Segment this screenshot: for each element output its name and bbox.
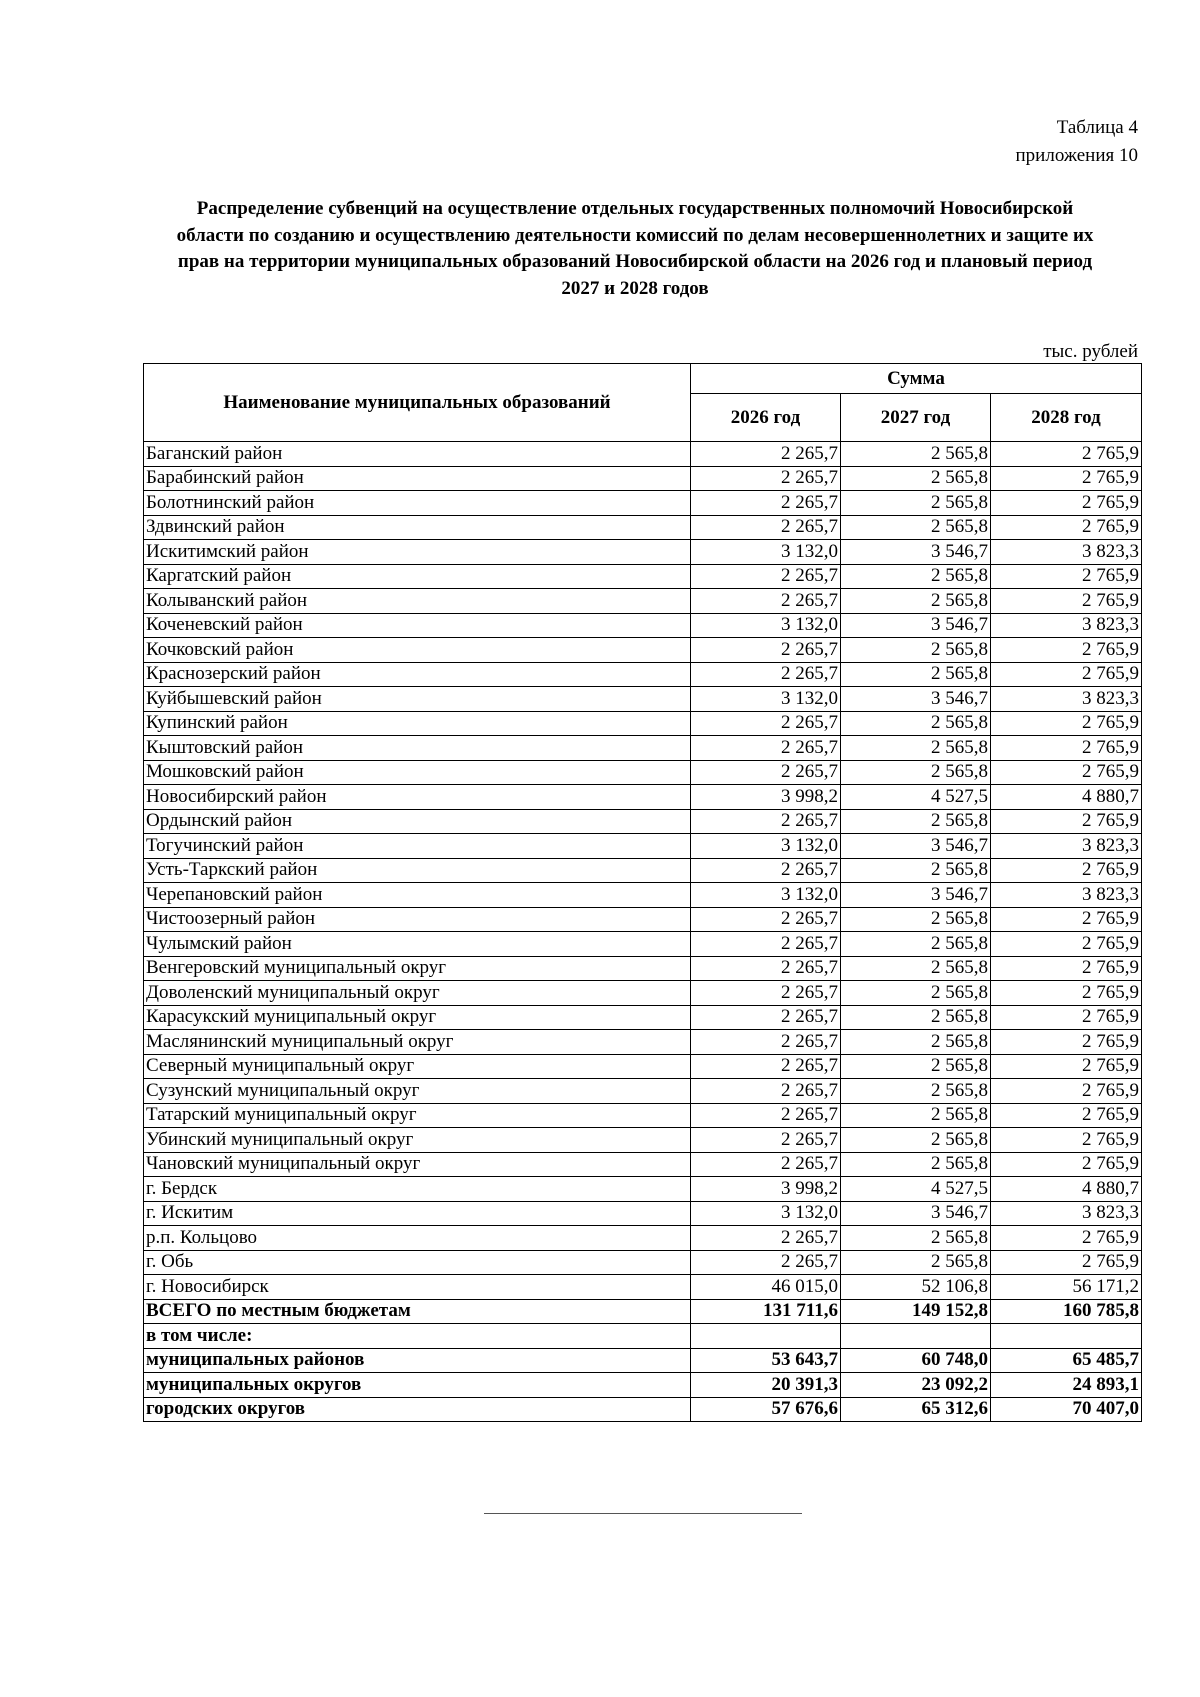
- value-2028: 3 823,3: [991, 1201, 1142, 1226]
- value-2026: 53 643,7: [691, 1348, 841, 1373]
- value-2026: 2 265,7: [691, 858, 841, 883]
- value-2028: 3 823,3: [991, 834, 1142, 859]
- value-2028: 2 765,9: [991, 638, 1142, 663]
- value-2026: 2 265,7: [691, 466, 841, 491]
- value-2028: 2 765,9: [991, 491, 1142, 516]
- row-name: Карасукский муниципальный округ: [144, 1005, 691, 1030]
- value-2026: 2 265,7: [691, 711, 841, 736]
- value-2027: 2 565,8: [841, 711, 991, 736]
- table-body: [144, 442, 1142, 1422]
- table-row: [144, 1054, 1142, 1079]
- value-2028: 4 880,7: [991, 1177, 1142, 1202]
- value-2027: [841, 1324, 991, 1349]
- table-row: [144, 442, 1142, 467]
- table-number: Таблица 4: [1056, 117, 1138, 138]
- table-row: [144, 564, 1142, 589]
- value-2027: 2 565,8: [841, 1030, 991, 1055]
- value-2028: 2 765,9: [991, 1030, 1142, 1055]
- value-2027: 3 546,7: [841, 834, 991, 859]
- table-row: [144, 1275, 1142, 1300]
- col-year-2028: 2028 год: [991, 394, 1142, 442]
- table-row: [144, 1128, 1142, 1153]
- value-2026: 2 265,7: [691, 662, 841, 687]
- table-header: [144, 364, 1142, 442]
- table-row: [144, 515, 1142, 540]
- value-2028: 2 765,9: [991, 662, 1142, 687]
- value-2028: 3 823,3: [991, 883, 1142, 908]
- table-row: [144, 981, 1142, 1006]
- unit-label: тыс. рублей: [1043, 341, 1138, 362]
- row-name: г. Новосибирск: [144, 1275, 691, 1300]
- row-name: Колыванский район: [144, 589, 691, 614]
- value-2028: 2 765,9: [991, 1152, 1142, 1177]
- value-2026: 131 711,6: [691, 1299, 841, 1324]
- value-2028: 2 765,9: [991, 1103, 1142, 1128]
- value-2027: 2 565,8: [841, 564, 991, 589]
- value-2028: 2 765,9: [991, 981, 1142, 1006]
- row-name: Маслянинский муниципальный округ: [144, 1030, 691, 1055]
- table-row: [144, 1226, 1142, 1251]
- table-row: [144, 589, 1142, 614]
- row-name: Чулымский район: [144, 932, 691, 957]
- table-row: [144, 1373, 1142, 1398]
- value-2028: 2 765,9: [991, 564, 1142, 589]
- value-2027: 2 565,8: [841, 515, 991, 540]
- value-2028: 2 765,9: [991, 1250, 1142, 1275]
- value-2027: 2 565,8: [841, 809, 991, 834]
- value-2028: 56 171,2: [991, 1275, 1142, 1300]
- col-sum-header: Сумма: [691, 364, 1142, 394]
- row-name: Новосибирский район: [144, 785, 691, 810]
- value-2026: 46 015,0: [691, 1275, 841, 1300]
- value-2028: 65 485,7: [991, 1348, 1142, 1373]
- value-2026: 2 265,7: [691, 442, 841, 467]
- value-2028: 2 765,9: [991, 760, 1142, 785]
- value-2027: 2 565,8: [841, 956, 991, 981]
- value-2028: 2 765,9: [991, 956, 1142, 981]
- table-row: [144, 956, 1142, 981]
- table-row: [144, 1152, 1142, 1177]
- value-2028: 160 785,8: [991, 1299, 1142, 1324]
- row-name: Каргатский район: [144, 564, 691, 589]
- row-name: Коченевский район: [144, 613, 691, 638]
- value-2026: 3 132,0: [691, 687, 841, 712]
- row-name: Чановский муниципальный округ: [144, 1152, 691, 1177]
- value-2027: 2 565,8: [841, 1250, 991, 1275]
- table-row: [144, 540, 1142, 565]
- row-name: Барабинский район: [144, 466, 691, 491]
- table-row: [144, 662, 1142, 687]
- value-2027: 2 565,8: [841, 736, 991, 761]
- value-2027: 52 106,8: [841, 1275, 991, 1300]
- value-2026: 2 265,7: [691, 907, 841, 932]
- table-row: [144, 785, 1142, 810]
- value-2028: 2 765,9: [991, 711, 1142, 736]
- table-row: [144, 1324, 1142, 1349]
- value-2026: 2 265,7: [691, 515, 841, 540]
- row-name: Кыштовский район: [144, 736, 691, 761]
- table-row: [144, 858, 1142, 883]
- value-2026: 2 265,7: [691, 1079, 841, 1104]
- document-title: [140, 196, 1130, 302]
- table-row: [144, 1397, 1142, 1422]
- value-2026: 2 265,7: [691, 1250, 841, 1275]
- value-2026: 20 391,3: [691, 1373, 841, 1398]
- value-2026: 2 265,7: [691, 1152, 841, 1177]
- title-line: области по созданию и осуществлению деятельности комиссий по делам несовершеннолетних и защите их: [176, 224, 1094, 246]
- row-name: Черепановский район: [144, 883, 691, 908]
- value-2027: 3 546,7: [841, 1201, 991, 1226]
- col-year-2026: 2026 год: [691, 394, 841, 442]
- table-row: [144, 491, 1142, 516]
- value-2027: 3 546,7: [841, 613, 991, 638]
- value-2027: 3 546,7: [841, 883, 991, 908]
- value-2026: 3 998,2: [691, 1177, 841, 1202]
- table-row: [144, 760, 1142, 785]
- table-row: [144, 1177, 1142, 1202]
- value-2026: 57 676,6: [691, 1397, 841, 1422]
- row-name: Северный муниципальный округ: [144, 1054, 691, 1079]
- value-2026: 3 132,0: [691, 834, 841, 859]
- value-2027: 2 565,8: [841, 858, 991, 883]
- table-row: [144, 687, 1142, 712]
- value-2027: 2 565,8: [841, 1103, 991, 1128]
- row-name: Купинский район: [144, 711, 691, 736]
- row-name: Сузунский муниципальный округ: [144, 1079, 691, 1104]
- value-2028: 2 765,9: [991, 1005, 1142, 1030]
- row-name: Искитимский район: [144, 540, 691, 565]
- value-2027: 2 565,8: [841, 1128, 991, 1153]
- table-row: [144, 613, 1142, 638]
- row-name: Мошковский район: [144, 760, 691, 785]
- row-name: Тогучинский район: [144, 834, 691, 859]
- value-2027: 60 748,0: [841, 1348, 991, 1373]
- value-2027: 2 565,8: [841, 466, 991, 491]
- value-2028: 2 765,9: [991, 932, 1142, 957]
- value-2027: 2 565,8: [841, 589, 991, 614]
- title-line: Распределение субвенций на осуществление отдельных государственных полномочий Новосибирской: [196, 198, 1074, 219]
- table-row: [144, 809, 1142, 834]
- value-2027: 4 527,5: [841, 1177, 991, 1202]
- col-name-header: Наименование муниципальных образований: [144, 364, 691, 442]
- row-name: в том числе:: [144, 1324, 691, 1349]
- value-2028: 24 893,1: [991, 1373, 1142, 1398]
- table-row: [144, 1299, 1142, 1324]
- value-2026: 2 265,7: [691, 564, 841, 589]
- value-2026: 3 132,0: [691, 883, 841, 908]
- value-2028: 2 765,9: [991, 1128, 1142, 1153]
- table-row: [144, 1005, 1142, 1030]
- row-name: Куйбышевский район: [144, 687, 691, 712]
- value-2028: 2 765,9: [991, 907, 1142, 932]
- row-name: Баганский район: [144, 442, 691, 467]
- row-name: Ордынский район: [144, 809, 691, 834]
- value-2028: 70 407,0: [991, 1397, 1142, 1422]
- value-2026: 3 998,2: [691, 785, 841, 810]
- value-2027: 2 565,8: [841, 442, 991, 467]
- title-line: 2027 и 2028 годов: [561, 277, 709, 299]
- value-2026: 2 265,7: [691, 932, 841, 957]
- table-row: [144, 1348, 1142, 1373]
- value-2028: 3 823,3: [991, 687, 1142, 712]
- value-2028: 2 765,9: [991, 1226, 1142, 1251]
- value-2026: 3 132,0: [691, 613, 841, 638]
- table-row: [144, 834, 1142, 859]
- value-2028: 2 765,9: [991, 442, 1142, 467]
- row-name: Усть-Таркский район: [144, 858, 691, 883]
- row-name: Болотнинский район: [144, 491, 691, 516]
- row-name: Убинский муниципальный округ: [144, 1128, 691, 1153]
- value-2028: 2 765,9: [991, 515, 1142, 540]
- value-2028: 2 765,9: [991, 736, 1142, 761]
- table-row: [144, 883, 1142, 908]
- value-2026: 2 265,7: [691, 736, 841, 761]
- value-2027: 2 565,8: [841, 491, 991, 516]
- value-2026: 2 265,7: [691, 589, 841, 614]
- row-name: Чистоозерный район: [144, 907, 691, 932]
- value-2026: 2 265,7: [691, 1054, 841, 1079]
- value-2027: 2 565,8: [841, 638, 991, 663]
- row-name: Венгеровский муниципальный округ: [144, 956, 691, 981]
- footer-separator: [484, 1513, 802, 1514]
- table-row: [144, 907, 1142, 932]
- row-name: Татарский муниципальный округ: [144, 1103, 691, 1128]
- value-2028: 3 823,3: [991, 613, 1142, 638]
- value-2027: 2 565,8: [841, 760, 991, 785]
- row-name: Здвинский район: [144, 515, 691, 540]
- value-2028: 2 765,9: [991, 1054, 1142, 1079]
- value-2027: 23 092,2: [841, 1373, 991, 1398]
- table-row: [144, 1030, 1142, 1055]
- value-2027: 149 152,8: [841, 1299, 991, 1324]
- table-row: [144, 1103, 1142, 1128]
- value-2026: 3 132,0: [691, 1201, 841, 1226]
- appendix-label: приложения 10: [1015, 145, 1138, 166]
- table-row: [144, 1079, 1142, 1104]
- value-2027: 2 565,8: [841, 1079, 991, 1104]
- row-name: муниципальных районов: [144, 1348, 691, 1373]
- value-2026: 2 265,7: [691, 1128, 841, 1153]
- row-name: Краснозерский район: [144, 662, 691, 687]
- value-2027: 2 565,8: [841, 662, 991, 687]
- value-2026: 2 265,7: [691, 760, 841, 785]
- row-name: г. Обь: [144, 1250, 691, 1275]
- value-2026: 3 132,0: [691, 540, 841, 565]
- table-row: [144, 736, 1142, 761]
- row-name: г. Искитим: [144, 1201, 691, 1226]
- value-2027: 2 565,8: [841, 1226, 991, 1251]
- row-name: ВСЕГО по местным бюджетам: [144, 1299, 691, 1324]
- value-2026: 2 265,7: [691, 956, 841, 981]
- row-name: г. Бердск: [144, 1177, 691, 1202]
- row-name: р.п. Кольцово: [144, 1226, 691, 1251]
- value-2027: 4 527,5: [841, 785, 991, 810]
- value-2027: 2 565,8: [841, 932, 991, 957]
- subvention-table: [143, 363, 1142, 1422]
- value-2026: 2 265,7: [691, 1030, 841, 1055]
- table-row: [144, 932, 1142, 957]
- value-2027: 3 546,7: [841, 687, 991, 712]
- value-2028: 2 765,9: [991, 1079, 1142, 1104]
- value-2028: [991, 1324, 1142, 1349]
- row-name: Кочковский район: [144, 638, 691, 663]
- value-2027: 2 565,8: [841, 1054, 991, 1079]
- table-row: [144, 466, 1142, 491]
- row-name: городских округов: [144, 1397, 691, 1422]
- col-year-2027: 2027 год: [841, 394, 991, 442]
- value-2028: 2 765,9: [991, 809, 1142, 834]
- value-2026: 2 265,7: [691, 1005, 841, 1030]
- value-2026: 2 265,7: [691, 638, 841, 663]
- table-row: [144, 1250, 1142, 1275]
- value-2027: 2 565,8: [841, 1152, 991, 1177]
- value-2028: 4 880,7: [991, 785, 1142, 810]
- row-name: муниципальных округов: [144, 1373, 691, 1398]
- value-2027: 65 312,6: [841, 1397, 991, 1422]
- title-line: прав на территории муниципальных образований Новосибирской области на 2026 год и плановый период: [177, 251, 1093, 272]
- row-name: Доволенский муниципальный округ: [144, 981, 691, 1006]
- table-row: [144, 638, 1142, 663]
- value-2028: 3 823,3: [991, 540, 1142, 565]
- value-2028: 2 765,9: [991, 858, 1142, 883]
- value-2028: 2 765,9: [991, 466, 1142, 491]
- value-2027: 2 565,8: [841, 907, 991, 932]
- table-row: [144, 711, 1142, 736]
- value-2027: 3 546,7: [841, 540, 991, 565]
- value-2026: 2 265,7: [691, 491, 841, 516]
- value-2026: [691, 1324, 841, 1349]
- value-2026: 2 265,7: [691, 809, 841, 834]
- value-2027: 2 565,8: [841, 1005, 991, 1030]
- value-2028: 2 765,9: [991, 589, 1142, 614]
- value-2026: 2 265,7: [691, 1103, 841, 1128]
- value-2026: 2 265,7: [691, 981, 841, 1006]
- value-2027: 2 565,8: [841, 981, 991, 1006]
- value-2026: 2 265,7: [691, 1226, 841, 1251]
- table-row: [144, 1201, 1142, 1226]
